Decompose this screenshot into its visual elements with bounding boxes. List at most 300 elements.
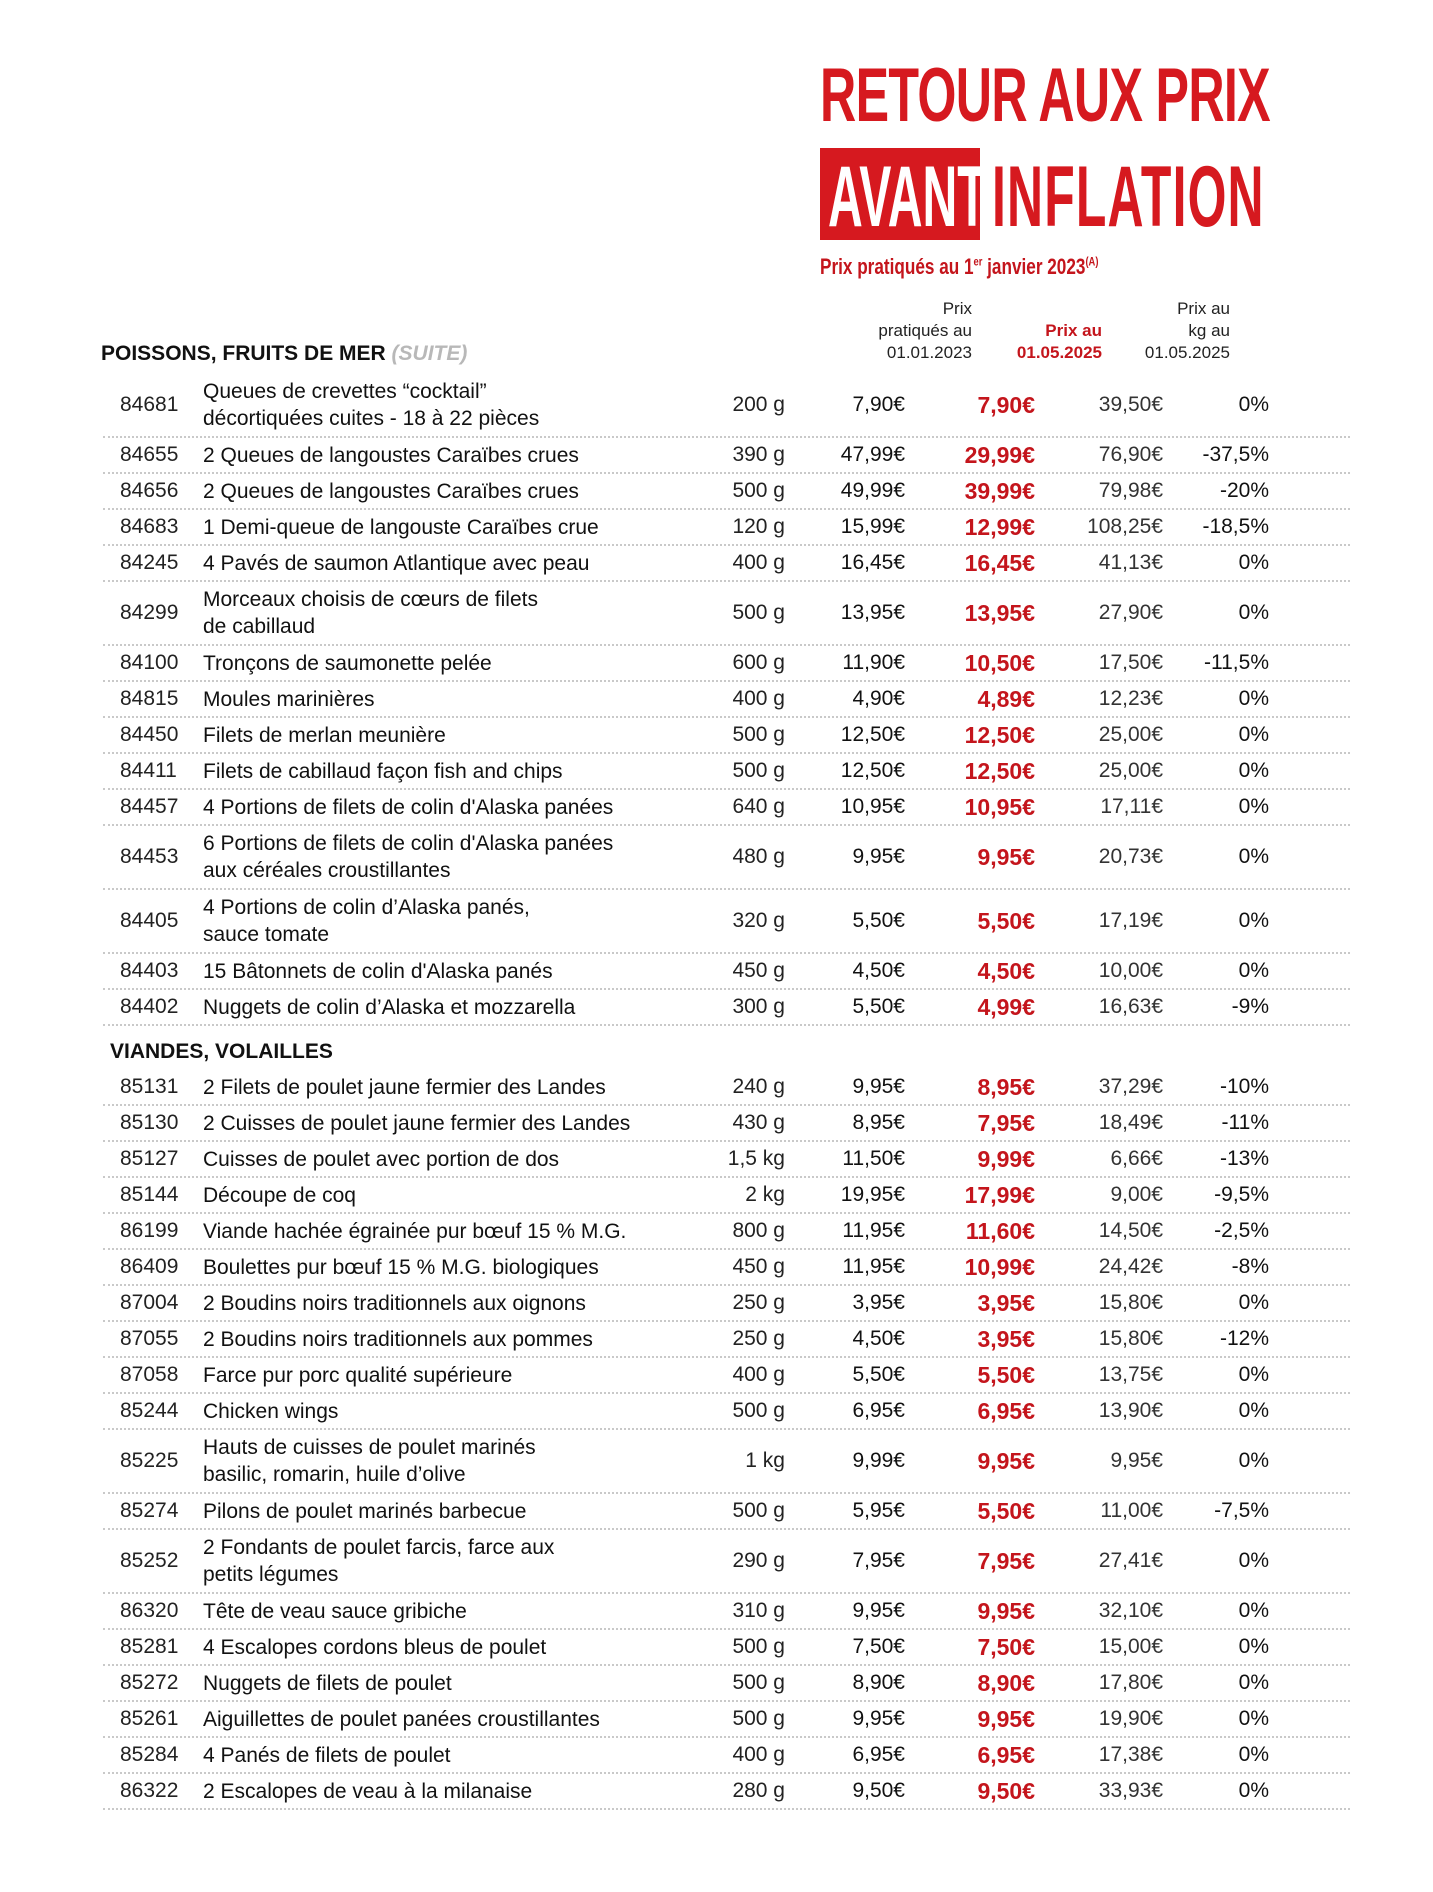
- old-price: 9,95€: [852, 845, 905, 868]
- old-price: 9,95€: [852, 1599, 905, 1622]
- new-price: 4,89€: [977, 685, 1035, 712]
- product-label: [203, 830, 673, 884]
- price-change-percent: 0%: [1238, 759, 1269, 782]
- price-change-percent: 0%: [1238, 959, 1269, 982]
- product-label: [203, 1074, 673, 1101]
- product-label: [203, 1290, 673, 1317]
- price-per-kg: 17,19€: [1098, 909, 1163, 932]
- banner-inflation-text: INFLATION: [992, 149, 1265, 245]
- column-header-new-price: [980, 320, 1102, 364]
- table-row: [103, 1394, 1350, 1430]
- product-label-line: 4 Portions de colin d’Alaska panés,: [203, 896, 530, 919]
- product-label-line: Queues de crevettes “cocktail”: [203, 380, 487, 403]
- product-label: [203, 994, 673, 1021]
- product-weight: 200 g: [732, 393, 785, 416]
- product-label-line: 4 Panés de filets de poulet: [203, 1743, 451, 1767]
- product-weight: 320 g: [732, 909, 785, 932]
- product-weight: 500 g: [732, 1635, 785, 1658]
- product-weight: 500 g: [732, 723, 785, 746]
- product-weight: 450 g: [732, 959, 785, 982]
- new-price: 39,99€: [964, 477, 1035, 504]
- price-change-percent: 0%: [1238, 1599, 1269, 1622]
- table-row: [103, 1774, 1350, 1810]
- new-price: 11,60€: [965, 1217, 1035, 1244]
- price-per-kg: 25,00€: [1098, 759, 1163, 782]
- table-row: [103, 1494, 1350, 1530]
- product-weight: 400 g: [732, 551, 785, 574]
- table-row: [103, 1286, 1350, 1322]
- product-label: [203, 1498, 673, 1525]
- product-code: 84450: [120, 723, 179, 746]
- new-price: 4,50€: [977, 957, 1035, 984]
- product-label-line: 6 Portions de filets de colin d'Alaska panées: [203, 832, 614, 855]
- price-per-kg: 27,90€: [1098, 601, 1163, 624]
- section-title-text: POISSONS, FRUITS DE MER: [101, 342, 386, 365]
- product-label-line: 2 Filets de poulet jaune fermier des Landes: [203, 1075, 606, 1099]
- old-price: 6,95€: [852, 1743, 905, 1766]
- product-label: [203, 1670, 673, 1697]
- product-code: 84405: [120, 909, 179, 932]
- price-change-percent: -37,5%: [1202, 443, 1269, 466]
- price-change-percent: 0%: [1238, 393, 1269, 416]
- product-label: [203, 378, 673, 432]
- price-change-percent: -2,5%: [1214, 1219, 1269, 1242]
- product-label-line: Chicken wings: [203, 1399, 339, 1423]
- product-label-line: Pilons de poulet marinés barbecue: [203, 1499, 527, 1523]
- old-price: 9,50€: [852, 1779, 905, 1802]
- product-label-line: aux céréales croustillantes: [203, 859, 451, 882]
- banner-title-line1: RETOUR AUX PRIX: [820, 53, 1270, 138]
- price-per-kg: 10,00€: [1098, 959, 1163, 982]
- product-label: [203, 1634, 673, 1661]
- old-price: 8,90€: [852, 1671, 905, 1694]
- price-per-kg: 27,41€: [1098, 1549, 1163, 1572]
- table-row: [103, 754, 1350, 790]
- product-label: [203, 1146, 673, 1173]
- price-change-percent: 0%: [1238, 551, 1269, 574]
- table-row: [103, 682, 1350, 718]
- product-weight: 450 g: [732, 1255, 785, 1278]
- product-label-line: Découpe de coq: [203, 1183, 356, 1207]
- table-row: [103, 1430, 1350, 1494]
- product-code: 84299: [120, 601, 179, 624]
- product-weight: 300 g: [732, 995, 785, 1018]
- product-label: [203, 442, 673, 469]
- new-price: 8,95€: [977, 1073, 1035, 1100]
- product-code: 85244: [120, 1399, 179, 1422]
- banner-avant-text: AVANT: [828, 149, 987, 245]
- price-per-kg: 108,25€: [1087, 515, 1163, 538]
- new-price: 9,95€: [977, 1705, 1035, 1732]
- new-price: 17,99€: [964, 1181, 1035, 1208]
- price-change-percent: 0%: [1238, 723, 1269, 746]
- product-code: 84403: [120, 959, 179, 982]
- price-change-percent: 0%: [1238, 909, 1269, 932]
- product-code: 84457: [120, 795, 179, 818]
- old-price: 5,95€: [852, 1499, 905, 1522]
- new-price: 7,90€: [977, 391, 1035, 418]
- product-label: [203, 1362, 673, 1389]
- header-line: 01.05.2025: [1144, 343, 1230, 362]
- new-price: 5,50€: [977, 1361, 1035, 1388]
- product-weight: 800 g: [732, 1219, 785, 1242]
- product-code: 87055: [120, 1327, 179, 1350]
- old-price: 10,95€: [840, 795, 905, 818]
- table-row: [103, 1250, 1350, 1286]
- price-per-kg: 24,42€: [1098, 1255, 1163, 1278]
- price-change-percent: 0%: [1238, 795, 1269, 818]
- product-label: [203, 958, 673, 985]
- product-label-line: 4 Pavés de saumon Atlantique avec peau: [203, 551, 590, 575]
- subtitle-text: Prix pratiqués au 1: [820, 254, 974, 279]
- old-price: 4,50€: [852, 1327, 905, 1350]
- price-change-percent: -7,5%: [1214, 1499, 1269, 1522]
- product-label-line: décortiquées cuites - 18 à 22 pièces: [203, 407, 540, 430]
- product-label: [203, 1742, 673, 1769]
- price-change-percent: -11,5%: [1204, 651, 1269, 674]
- product-label-line: 2 Cuisses de poulet jaune fermier des Landes: [203, 1111, 631, 1135]
- table-row: [103, 890, 1350, 954]
- product-label: [203, 1326, 673, 1353]
- old-price: 11,50€: [842, 1147, 905, 1170]
- price-per-kg: 11,00€: [1100, 1499, 1163, 1522]
- product-weight: 1,5 kg: [727, 1147, 785, 1170]
- product-label-line: 15 Bâtonnets de colin d'Alaska panés: [203, 959, 553, 983]
- product-label-line: basilic, romarin, huile d’olive: [203, 1463, 466, 1486]
- price-per-kg: 13,90€: [1098, 1399, 1163, 1422]
- table-row: [103, 1666, 1350, 1702]
- price-per-kg: 6,66€: [1110, 1147, 1163, 1170]
- product-weight: 280 g: [732, 1779, 785, 1802]
- product-code: 84815: [120, 687, 179, 710]
- old-price: 11,90€: [842, 651, 905, 674]
- product-code: 85274: [120, 1499, 179, 1522]
- new-price: 12,99€: [964, 513, 1035, 540]
- product-code: 86199: [120, 1219, 179, 1242]
- price-change-percent: 0%: [1238, 1291, 1269, 1314]
- product-label-line: Aiguillettes de poulet panées croustillantes: [203, 1707, 600, 1731]
- product-label: [203, 650, 673, 677]
- product-code: 84245: [120, 551, 179, 574]
- product-label-line: 2 Escalopes de veau à la milanaise: [203, 1779, 533, 1803]
- price-change-percent: 0%: [1238, 1399, 1269, 1422]
- new-price: 9,95€: [977, 1447, 1035, 1474]
- table-row: [103, 1106, 1350, 1142]
- product-code: 84656: [120, 479, 179, 502]
- price-change-percent: -18,5%: [1202, 515, 1269, 538]
- product-code: 84411: [120, 759, 177, 782]
- price-per-kg: 25,00€: [1098, 723, 1163, 746]
- product-label-line: Filets de merlan meunière: [203, 723, 446, 747]
- banner-subtitle: [820, 254, 1098, 280]
- product-code: 84655: [120, 443, 179, 466]
- product-weight: 500 g: [732, 759, 785, 782]
- new-price: 12,50€: [964, 757, 1035, 784]
- new-price: 4,99€: [977, 993, 1035, 1020]
- product-label-line: Morceaux choisis de cœurs de filets: [203, 588, 538, 611]
- price-change-percent: 0%: [1238, 1707, 1269, 1730]
- product-label-line: Filets de cabillaud façon fish and chips: [203, 759, 563, 783]
- product-label: [203, 686, 673, 713]
- product-weight: 500 g: [732, 479, 785, 502]
- old-price: 5,50€: [852, 1363, 905, 1386]
- table-row: [103, 1594, 1350, 1630]
- price-change-percent: -11%: [1221, 1111, 1269, 1134]
- product-label-line: 2 Boudins noirs traditionnels aux oignons: [203, 1291, 586, 1315]
- column-header-price-per-kg: [1110, 298, 1230, 364]
- price-per-kg: 17,11€: [1100, 795, 1163, 818]
- price-per-kg: 41,13€: [1098, 551, 1163, 574]
- price-change-percent: 0%: [1238, 1449, 1269, 1472]
- old-price: 5,50€: [852, 909, 905, 932]
- product-label-line: 4 Escalopes cordons bleus de poulet: [203, 1635, 547, 1659]
- old-price: 4,50€: [852, 959, 905, 982]
- promo-banner: [820, 53, 1270, 279]
- table-row: [103, 1702, 1350, 1738]
- product-weight: 120 g: [732, 515, 785, 538]
- product-label: [203, 894, 673, 948]
- product-label-line: Nuggets de colin d’Alaska et mozzarella: [203, 995, 576, 1019]
- table-row: [103, 990, 1350, 1026]
- new-price: 12,50€: [964, 721, 1035, 748]
- old-price: 16,45€: [840, 551, 905, 574]
- price-change-percent: 0%: [1238, 1671, 1269, 1694]
- product-label-line: Cuisses de poulet avec portion de dos: [203, 1147, 560, 1171]
- product-label-line: petits légumes: [203, 1563, 339, 1586]
- price-per-kg: 17,50€: [1098, 651, 1163, 674]
- price-per-kg: 15,80€: [1098, 1291, 1163, 1314]
- old-price: 5,50€: [852, 995, 905, 1018]
- table-row: [103, 646, 1350, 682]
- product-weight: 400 g: [732, 687, 785, 710]
- product-label-line: Tête de veau sauce gribiche: [203, 1599, 467, 1623]
- table-row: [103, 718, 1350, 754]
- old-price: 47,99€: [840, 443, 905, 466]
- price-per-kg: 32,10€: [1098, 1599, 1163, 1622]
- product-label-line: 1 Demi-queue de langouste Caraïbes crue: [203, 515, 599, 539]
- table-row: [103, 1322, 1350, 1358]
- new-price: 6,95€: [977, 1741, 1035, 1768]
- table-row: [103, 826, 1350, 890]
- new-price: 9,95€: [977, 843, 1035, 870]
- new-price: 9,50€: [977, 1777, 1035, 1804]
- subtitle-date: janvier 2023: [982, 254, 1086, 279]
- price-per-kg: 19,90€: [1098, 1707, 1163, 1730]
- column-header-old-price: [840, 298, 972, 364]
- product-table-fish: [103, 374, 1350, 1026]
- product-code: 85127: [120, 1147, 179, 1170]
- product-weight: 1 kg: [745, 1449, 785, 1472]
- product-weight: 2 kg: [745, 1183, 785, 1206]
- new-price: 5,50€: [977, 907, 1035, 934]
- product-weight: 500 g: [732, 1707, 785, 1730]
- price-per-kg: 37,29€: [1098, 1075, 1163, 1098]
- product-label: [203, 1706, 673, 1733]
- price-change-percent: 0%: [1238, 1779, 1269, 1802]
- section-title-fish: [101, 342, 467, 366]
- table-row: [103, 474, 1350, 510]
- product-code: 84100: [120, 651, 179, 674]
- product-label: [203, 478, 673, 505]
- price-change-percent: 0%: [1238, 845, 1269, 868]
- price-per-kg: 20,73€: [1098, 845, 1163, 868]
- price-per-kg: 39,50€: [1098, 393, 1163, 416]
- product-code: 85284: [120, 1743, 179, 1766]
- new-price: 9,95€: [977, 1597, 1035, 1624]
- new-price: 6,95€: [977, 1397, 1035, 1424]
- subtitle-superscript: er: [973, 254, 983, 269]
- table-row: [103, 582, 1350, 646]
- price-change-percent: -10%: [1219, 1075, 1269, 1098]
- table-row: [103, 1630, 1350, 1666]
- table-row: [103, 1142, 1350, 1178]
- product-weight: 290 g: [732, 1549, 785, 1572]
- table-row: [103, 546, 1350, 582]
- product-code: 84453: [120, 845, 179, 868]
- product-code: 84683: [120, 515, 179, 538]
- product-label-line: de cabillaud: [203, 615, 316, 638]
- product-code: 85272: [120, 1671, 179, 1694]
- product-weight: 250 g: [732, 1327, 785, 1350]
- price-per-kg: 18,49€: [1098, 1111, 1163, 1134]
- product-weight: 500 g: [732, 601, 785, 624]
- price-change-percent: 0%: [1238, 1363, 1269, 1386]
- table-row: [103, 438, 1350, 474]
- product-label-line: Boulettes pur bœuf 15 % M.G. biologiques: [203, 1255, 599, 1279]
- new-price: 9,99€: [977, 1145, 1035, 1172]
- product-weight: 400 g: [732, 1743, 785, 1766]
- header-line: kg au: [1188, 321, 1230, 340]
- product-label-line: Farce pur porc qualité supérieure: [203, 1363, 513, 1387]
- old-price: 12,50€: [840, 759, 905, 782]
- product-label-line: 2 Fondants de poulet farcis, farce aux: [203, 1536, 555, 1559]
- table-row: [103, 1070, 1350, 1106]
- old-price: 7,90€: [852, 393, 905, 416]
- product-code: 85281: [120, 1635, 179, 1658]
- price-change-percent: -13%: [1219, 1147, 1269, 1170]
- product-weight: 390 g: [732, 443, 785, 466]
- price-change-percent: 0%: [1238, 1635, 1269, 1658]
- product-label: [203, 722, 673, 749]
- new-price: 10,99€: [964, 1253, 1035, 1280]
- product-label: [203, 1182, 673, 1209]
- product-label-line: 2 Boudins noirs traditionnels aux pommes: [203, 1327, 593, 1351]
- old-price: 3,95€: [852, 1291, 905, 1314]
- header-line: 01.01.2023: [886, 343, 972, 362]
- old-price: 7,50€: [852, 1635, 905, 1658]
- product-weight: 640 g: [732, 795, 785, 818]
- new-price: 7,95€: [977, 1109, 1035, 1136]
- price-change-percent: -9,5%: [1214, 1183, 1269, 1206]
- price-change-percent: 0%: [1238, 1549, 1269, 1572]
- product-code: 87004: [120, 1291, 179, 1314]
- price-per-kg: 15,80€: [1098, 1327, 1163, 1350]
- product-code: 84402: [120, 995, 179, 1018]
- section-title-meat: [110, 1040, 333, 1064]
- old-price: 19,95€: [840, 1183, 905, 1206]
- product-code: 84681: [120, 393, 179, 416]
- product-label: [203, 1778, 673, 1805]
- old-price: 8,95€: [852, 1111, 905, 1134]
- price-per-kg: 9,00€: [1110, 1183, 1163, 1206]
- product-label-line: sauce tomate: [203, 923, 330, 946]
- product-code: 85131: [120, 1075, 179, 1098]
- product-code: 86322: [120, 1779, 179, 1802]
- price-per-kg: 13,75€: [1098, 1363, 1163, 1386]
- price-change-percent: 0%: [1238, 1743, 1269, 1766]
- price-change-percent: 0%: [1238, 601, 1269, 624]
- product-label-line: Tronçons de saumonette pelée: [203, 651, 492, 675]
- header-line: 01.05.2025: [1016, 343, 1102, 362]
- product-weight: 250 g: [732, 1291, 785, 1314]
- product-code: 85261: [120, 1707, 179, 1730]
- product-label: [203, 586, 673, 640]
- table-row: [103, 1214, 1350, 1250]
- product-label-line: Viande hachée égrainée pur bœuf 15 % M.G.: [203, 1219, 627, 1243]
- table-row: [103, 790, 1350, 826]
- table-row: [103, 1178, 1350, 1214]
- product-label: [203, 1398, 673, 1425]
- product-label: [203, 1254, 673, 1281]
- header-line: Prix: [942, 299, 972, 318]
- price-per-kg: 33,93€: [1098, 1779, 1163, 1802]
- price-per-kg: 15,00€: [1098, 1635, 1163, 1658]
- product-label: [203, 1434, 673, 1488]
- product-weight: 500 g: [732, 1399, 785, 1422]
- product-weight: 480 g: [732, 845, 785, 868]
- product-weight: 500 g: [732, 1499, 785, 1522]
- table-row: [103, 510, 1350, 546]
- subtitle-footnote-ref: (A): [1085, 254, 1099, 269]
- product-weight: 400 g: [732, 1363, 785, 1386]
- old-price: 49,99€: [840, 479, 905, 502]
- product-label-line: 2 Queues de langoustes Caraïbes crues: [203, 443, 579, 467]
- new-price: 10,95€: [964, 793, 1035, 820]
- header-line: Prix au: [1045, 321, 1102, 340]
- new-price: 3,95€: [977, 1325, 1035, 1352]
- product-label: [203, 514, 673, 541]
- product-label: [203, 1110, 673, 1137]
- product-label-line: 4 Portions de filets de colin d'Alaska panées: [203, 795, 614, 819]
- price-per-kg: 76,90€: [1098, 443, 1163, 466]
- new-price: 3,95€: [977, 1289, 1035, 1316]
- old-price: 12,50€: [840, 723, 905, 746]
- table-row: [103, 954, 1350, 990]
- price-change-percent: -9%: [1231, 995, 1269, 1018]
- product-code: 85252: [120, 1549, 179, 1572]
- header-line: Prix au: [1177, 299, 1230, 318]
- section-title-text: VIANDES, VOLAILLES: [110, 1040, 333, 1063]
- product-code: 85144: [120, 1183, 179, 1206]
- product-weight: 430 g: [732, 1111, 785, 1134]
- product-code: 86409: [120, 1255, 179, 1278]
- price-per-kg: 12,23€: [1098, 687, 1163, 710]
- product-label-line: 2 Queues de langoustes Caraïbes crues: [203, 479, 579, 503]
- old-price: 9,95€: [852, 1075, 905, 1098]
- product-table-meat: [103, 1070, 1350, 1810]
- table-row: [103, 1358, 1350, 1394]
- table-row: [103, 1530, 1350, 1594]
- price-per-kg: 17,38€: [1098, 1743, 1163, 1766]
- banner-avant-box: [820, 148, 987, 245]
- old-price: 9,95€: [852, 1707, 905, 1730]
- product-code: 87058: [120, 1363, 179, 1386]
- product-weight: 600 g: [732, 651, 785, 674]
- product-label-line: Hauts de cuisses de poulet marinés: [203, 1436, 536, 1459]
- old-price: 9,99€: [852, 1449, 905, 1472]
- section-title-suffix: (SUITE): [391, 342, 468, 365]
- new-price: 8,90€: [977, 1669, 1035, 1696]
